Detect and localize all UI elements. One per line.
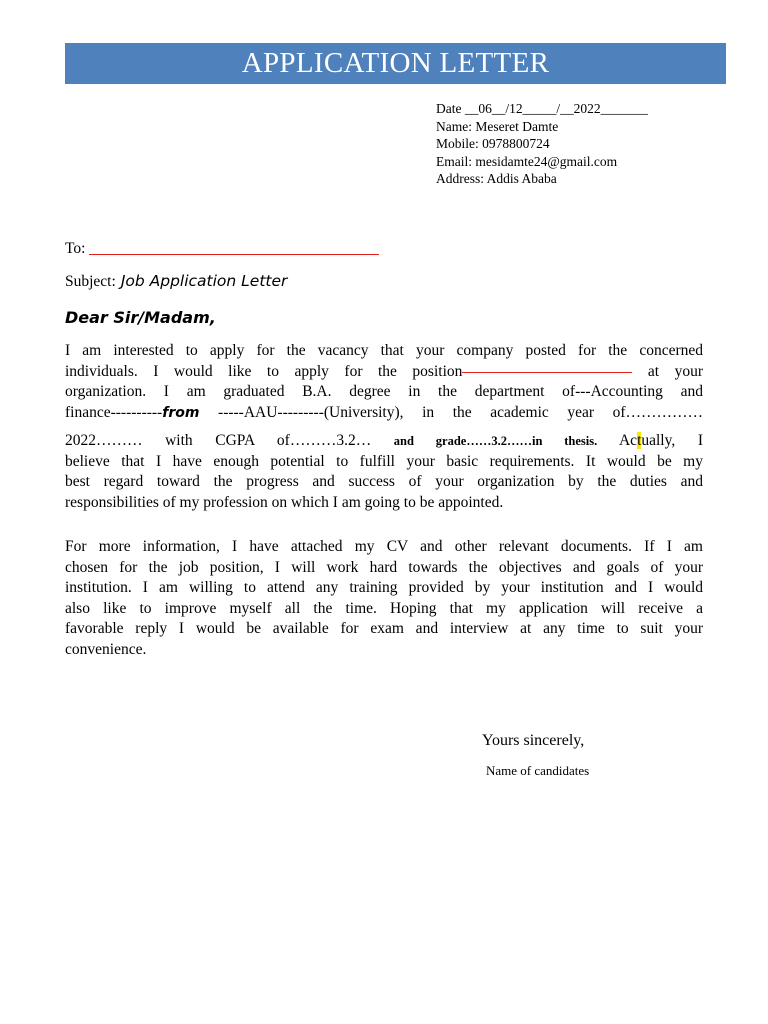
- paragraph-text: at your: [647, 362, 704, 380]
- paragraph-line: convenience.: [65, 640, 147, 658]
- sender-address: Address: Addis Ababa: [436, 171, 557, 186]
- paragraph-line: organization. I am graduated B.A. degree in the department of---Accounting and: [65, 383, 703, 400]
- paragraph-line: [65, 403, 703, 424]
- subject-label: Subject:: [65, 273, 116, 290]
- paragraph-text: individuals. I would like to apply for the position: [65, 362, 463, 380]
- paragraph-line: believe that I have enough potential to fulfill your basic requirements. It would be my: [65, 452, 703, 470]
- paragraph-text: finance----------: [65, 403, 163, 421]
- paragraph-line: institution. I am willing to attend any training provided by your institution and I would: [65, 579, 703, 596]
- salutation: Dear Sir/Madam,: [65, 308, 216, 327]
- paragraph-text: ually, I: [641, 432, 703, 449]
- paragraph-line: chosen for the job position, I will work hard towards the objectives and goals of your: [65, 558, 703, 576]
- paragraph-line: also like to improve myself all the time. Hoping that my application will receive a: [65, 599, 703, 617]
- recipient-line: [65, 240, 379, 258]
- candidate-name: Name of candidates: [486, 763, 590, 778]
- highlighted-text: t: [637, 432, 642, 449]
- paragraph-text: Ac: [618, 432, 638, 449]
- subject-line: [65, 272, 287, 291]
- paragraph-line: best regard toward the progress and success of your organization by the duties and: [65, 473, 703, 490]
- from-word: from: [162, 404, 200, 421]
- title-banner: [65, 43, 726, 84]
- paragraph-line: [65, 362, 703, 383]
- paragraph-text: 2022……… with CGPA of………3.2…: [65, 432, 372, 449]
- paragraph-text: -----AAU---------(University), in the academic year of……………: [218, 403, 703, 421]
- paragraph-line: responsibilities of my profession on which I am going to be appointed.: [65, 493, 504, 511]
- recipient-label: To:: [65, 240, 86, 257]
- paragraph-line: [65, 431, 703, 452]
- sender-details: [436, 100, 648, 188]
- sender-email: Email: mesidamte24@gmail.com: [436, 153, 618, 169]
- paragraph-line: I am interested to apply for the vacancy that your company posted for the concerned: [65, 342, 703, 359]
- body-paragraph-2: [65, 537, 703, 660]
- sender-name: Name: Meseret Damte: [436, 118, 559, 134]
- paragraph-line: For more information, I have attached my CV and other relevant documents. If I am: [65, 538, 703, 555]
- page-title: APPLICATION LETTER: [241, 47, 550, 79]
- subject-value: Job Application Letter: [120, 272, 288, 290]
- date-line: Date __06__/12_____/__2022_______: [436, 101, 648, 116]
- sign-off: Yours sincerely,: [482, 732, 585, 749]
- sender-mobile: Mobile: 0978800724: [436, 136, 550, 151]
- recipient-blank: [89, 253, 379, 255]
- position-blank: [462, 371, 632, 373]
- grade-text: and grade……3.2……in thesis.: [393, 434, 598, 448]
- body-paragraph-1: [65, 341, 703, 513]
- paragraph-line: favorable reply I would be available for exam and interview at any time to suit your: [65, 620, 703, 637]
